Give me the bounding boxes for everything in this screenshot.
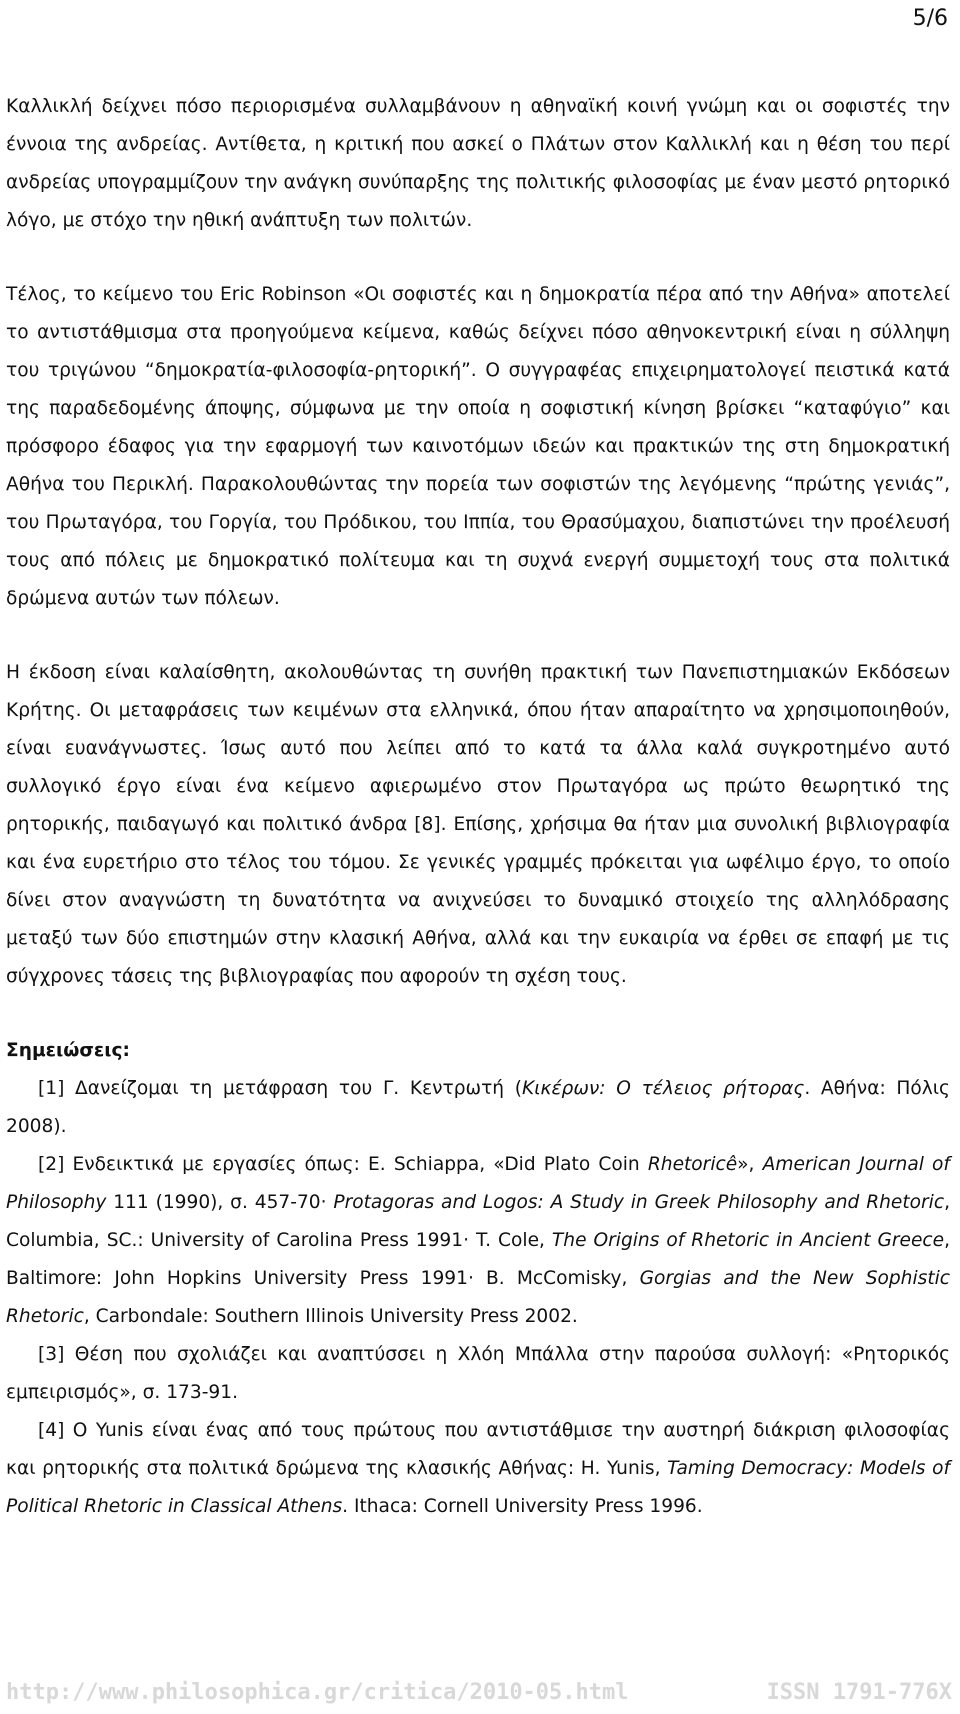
footnote-text: . Αθήνα: Πόλις 2008). [6, 1078, 950, 1137]
footnote-text: , Columbia, SC.: University of Carolina Press 1991· T. Cole, [6, 1192, 950, 1251]
paragraph-3: Η έκδοση είναι καλαίσθητη, ακολουθώντας τη συνήθη πρακτική των Πανεπιστημιακών Εκδόσεων Κρήτης. Οι μεταφράσεις των κειμένων στα ελληνικά, όπου ήταν απαραίτητο να χρησιμοποιηθούν, είναι ευανάγνωστες. Ίσως αυτό που λείπει από το κατά τα άλλα καλά συγκροτημένο αυτό συλλογικό έργο είναι ένα κείμενο αφιερωμένο στον Πρωταγόρα ως πρώτο θεωρητικό της ρητορικής, παιδαγωγό και πολιτικό άνδρα [8]. Επίσης, χρήσιμα θα ήταν μια συνολική βιβλιογραφία και ένα ευρετήριο στο τέλος του τόμου. Σε γενικές γραμμές πρόκειται για ωφέλιμο έργο, το οποίο δίνει στον αναγνώστη τη δυνατότητα να ανιχνεύσει το δυναμικό στοιχείο της αλληλόδρασης μεταξύ των δύο επιστημών στην κλασική Αθήνα, αλλά και την ευκαιρία να έρθει σε επαφή με τις σύγχρονες τάσεις της βιβλιογραφίας που αφορούν τη σχέση τους. [6, 662, 950, 987]
footnote-text: 111 (1990), σ. 457-70· [106, 1192, 334, 1213]
footnote-marker: [3] [38, 1344, 65, 1365]
footnote-text: Θέση που σχολιάζει και αναπτύσσει η Χλόη Μπάλλα στην παρούσα συλλογή: «Ρητορικός εμπειρισμός», σ. 173-91. [6, 1344, 950, 1403]
footnote-title: American Journal of Philosophy [6, 1154, 950, 1213]
footnote-marker: [1] [38, 1078, 65, 1099]
notes-heading: Σημειώσεις: [6, 1040, 130, 1061]
footer-issn: ISSN 1791-776X [766, 1680, 952, 1705]
footnote-title: The Origins of Rhetoric in Ancient Greece [551, 1230, 945, 1251]
footnote-title: Protagoras and Logos: A Study in Greek Philosophy and Rhetoric [333, 1192, 945, 1213]
footnote-3 [6, 1336, 950, 1412]
footnote-text: , Carbondale: Southern Illinois University Press 2002. [83, 1306, 578, 1327]
footnote-marker: [4] [38, 1420, 65, 1441]
footnote-1 [6, 1070, 950, 1146]
footnote-text: Ο Yunis είναι ένας από τους πρώτους που αντιστάθμισε την αυστηρή διάκριση φιλοσοφίας και ρητορικής στα πολιτικά δρώμενα της κλασικής Αθήνας: H. Yunis, [6, 1420, 950, 1479]
footnote-title: Gorgias and the New Sophistic Rhetoric [6, 1268, 950, 1327]
footnote-marker: [2] [38, 1154, 65, 1175]
footnote-title: Rhetoricê [647, 1154, 738, 1175]
page-number: 5/6 [912, 6, 948, 31]
page-footer [6, 1680, 952, 1714]
footnote-text: . Ithaca: Cornell University Press 1996. [342, 1496, 703, 1517]
footnote-text: Δανείζομαι τη μετάφραση του Γ. Κεντρωτή ( [75, 1078, 523, 1099]
article-body [6, 88, 950, 1526]
footnote-title: Κικέρων: Ο τέλειος ρήτορας [522, 1078, 805, 1099]
footnote-4 [6, 1412, 950, 1526]
footnote-text: , Baltimore: John Hopkins University Press 1991· B. McComisky, [6, 1230, 950, 1289]
paragraph-2: Τέλος, το κείμενο του Eric Robinson «Οι σοφιστές και η δημοκρατία πέρα από την Αθήνα» αποτελεί το αντιστάθμισμα στα προηγούμενα κείμενα, καθώς δείχνει πόσο αθηνοκεντρική είναι η σύλληψη του τριγώνου “δημοκρατία-φιλοσοφία-ρητορική”. Ο συγγραφέας επιχειρηματολογεί πειστικά κατά της παραδεδομένης άποψης, σύμφωνα με την οποία η σοφιστική κίνηση βρίσκει “καταφύγιο” και πρόσφορο έδαφος για την εφαρμογή των καινοτόμων ιδεών και πρακτικών της στη δημοκρατική Αθήνα του Περικλή. Παρακολουθώντας την πορεία των σοφιστών της λεγόμενης “πρώτης γενιάς”, του Πρωταγόρα, του Γοργία, του Πρόδικου, του Ιππία, του Θρασύμαχου, διαπιστώνει την προέλευσή τους από πόλεις με δημοκρατικό πολίτευμα και τη συχνά ενεργή συμμετοχή τους στα πολιτικά δρώμενα αυτών των πόλεων. [6, 284, 950, 609]
paragraph-1: Καλλικλή δείχνει πόσο περιορισμένα συλλαμβάνουν η αθηναϊκή κοινή γνώμη και οι σοφιστές την έννοια της ανδρείας. Αντίθετα, η κριτική που ασκεί ο Πλάτων στον Καλλικλή και η θέση του περί ανδρείας υπογραμμίζουν την ανάγκη συνύπαρξης της πολιτικής φιλοσοφίας με έναν μεστό ρητορικό λόγο, με στόχο την ηθική ανάπτυξη των πολιτών. [6, 96, 950, 231]
footer-url[interactable]: http://www.philosophica.gr/critica/2010-05.html [6, 1680, 629, 1705]
footnote-text: », [737, 1154, 763, 1175]
footnote-text: Ενδεικτικά με εργασίες όπως: E. Schiappa, «Did Plato Coin [72, 1154, 648, 1175]
footnote-2 [6, 1146, 950, 1336]
footnote-title: Taming Democracy: Models of Political Rhetoric in Classical Athens [6, 1458, 950, 1517]
